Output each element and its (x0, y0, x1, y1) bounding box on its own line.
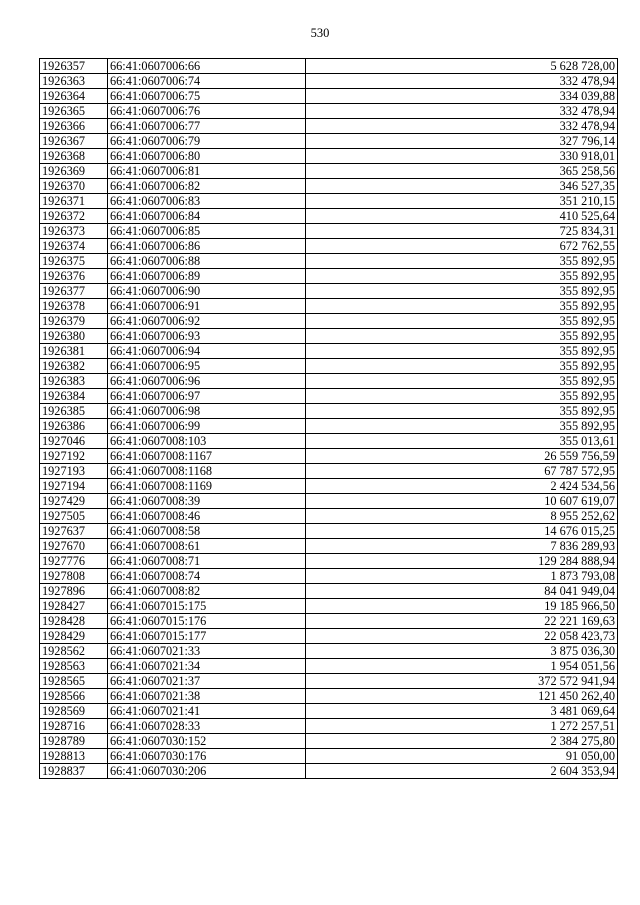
row-number-cell: 1928562 (40, 644, 108, 659)
cadastral-number-cell: 66:41:0607006:74 (108, 74, 306, 89)
row-number-cell: 1926373 (40, 224, 108, 239)
row-number-cell: 1926357 (40, 59, 108, 74)
table-body (40, 59, 618, 779)
value-cell: 355 013,61 (306, 434, 618, 449)
row-number-cell: 1926379 (40, 314, 108, 329)
table-row (40, 584, 618, 599)
row-number-cell: 1928813 (40, 749, 108, 764)
value-cell: 725 834,31 (306, 224, 618, 239)
table-row (40, 179, 618, 194)
row-number-cell: 1927776 (40, 554, 108, 569)
table-row (40, 89, 618, 104)
table-row (40, 629, 618, 644)
row-number-cell: 1926382 (40, 359, 108, 374)
table-row (40, 389, 618, 404)
table-row (40, 719, 618, 734)
cadastral-number-cell: 66:41:0607006:79 (108, 134, 306, 149)
table-row (40, 539, 618, 554)
cadastral-number-cell: 66:41:0607021:38 (108, 689, 306, 704)
table-row (40, 224, 618, 239)
table-row (40, 749, 618, 764)
row-number-cell: 1926375 (40, 254, 108, 269)
value-cell: 2 424 534,56 (306, 479, 618, 494)
cadastral-number-cell: 66:41:0607008:1167 (108, 449, 306, 464)
value-cell: 5 628 728,00 (306, 59, 618, 74)
value-cell: 355 892,95 (306, 284, 618, 299)
row-number-cell: 1926371 (40, 194, 108, 209)
value-cell: 26 559 756,59 (306, 449, 618, 464)
row-number-cell: 1926367 (40, 134, 108, 149)
value-cell: 372 572 941,94 (306, 674, 618, 689)
cadastral-number-cell: 66:41:0607008:1168 (108, 464, 306, 479)
row-number-cell: 1926370 (40, 179, 108, 194)
table-row (40, 314, 618, 329)
table-row (40, 74, 618, 89)
row-number-cell: 1927192 (40, 449, 108, 464)
value-cell: 332 478,94 (306, 74, 618, 89)
cadastral-number-cell: 66:41:0607006:82 (108, 179, 306, 194)
table-row (40, 419, 618, 434)
cadastral-number-cell: 66:41:0607006:75 (108, 89, 306, 104)
table-row (40, 299, 618, 314)
cadastral-number-cell: 66:41:0607015:177 (108, 629, 306, 644)
value-cell: 334 039,88 (306, 89, 618, 104)
value-cell: 8 955 252,62 (306, 509, 618, 524)
value-cell: 672 762,55 (306, 239, 618, 254)
cadastral-number-cell: 66:41:0607006:66 (108, 59, 306, 74)
row-number-cell: 1928569 (40, 704, 108, 719)
row-number-cell: 1928427 (40, 599, 108, 614)
cadastral-number-cell: 66:41:0607015:176 (108, 614, 306, 629)
cadastral-number-cell: 66:41:0607006:97 (108, 389, 306, 404)
cadastral-number-cell: 66:41:0607006:93 (108, 329, 306, 344)
table-row (40, 269, 618, 284)
table-row (40, 644, 618, 659)
row-number-cell: 1928565 (40, 674, 108, 689)
cadastral-number-cell: 66:41:0607006:90 (108, 284, 306, 299)
row-number-cell: 1928789 (40, 734, 108, 749)
cadastral-number-cell: 66:41:0607006:94 (108, 344, 306, 359)
row-number-cell: 1926374 (40, 239, 108, 254)
value-cell: 355 892,95 (306, 359, 618, 374)
table-row (40, 284, 618, 299)
cadastral-number-cell: 66:41:0607006:92 (108, 314, 306, 329)
table-row (40, 374, 618, 389)
value-cell: 14 676 015,25 (306, 524, 618, 539)
value-cell: 22 058 423,73 (306, 629, 618, 644)
value-cell: 332 478,94 (306, 104, 618, 119)
cadastral-number-cell: 66:41:0607021:33 (108, 644, 306, 659)
value-cell: 355 892,95 (306, 269, 618, 284)
row-number-cell: 1926386 (40, 419, 108, 434)
value-cell: 19 185 966,50 (306, 599, 618, 614)
value-cell: 355 892,95 (306, 299, 618, 314)
table-row (40, 194, 618, 209)
row-number-cell: 1926377 (40, 284, 108, 299)
value-cell: 3 875 036,30 (306, 644, 618, 659)
value-cell: 67 787 572,95 (306, 464, 618, 479)
row-number-cell: 1926364 (40, 89, 108, 104)
table-row (40, 254, 618, 269)
value-cell: 1 873 793,08 (306, 569, 618, 584)
row-number-cell: 1927896 (40, 584, 108, 599)
row-number-cell: 1926384 (40, 389, 108, 404)
row-number-cell: 1926365 (40, 104, 108, 119)
cadastral-number-cell: 66:41:0607006:77 (108, 119, 306, 134)
value-cell: 3 481 069,64 (306, 704, 618, 719)
cadastral-number-cell: 66:41:0607006:91 (108, 299, 306, 314)
table-row (40, 359, 618, 374)
table-row (40, 209, 618, 224)
table-row (40, 344, 618, 359)
cadastral-number-cell: 66:41:0607030:206 (108, 764, 306, 779)
table-row (40, 449, 618, 464)
cadastral-number-cell: 66:41:0607030:152 (108, 734, 306, 749)
value-cell: 351 210,15 (306, 194, 618, 209)
value-cell: 22 221 169,63 (306, 614, 618, 629)
row-number-cell: 1928837 (40, 764, 108, 779)
table-row (40, 689, 618, 704)
table-row (40, 569, 618, 584)
value-cell: 355 892,95 (306, 314, 618, 329)
row-number-cell: 1928563 (40, 659, 108, 674)
cadastral-number-cell: 66:41:0607030:176 (108, 749, 306, 764)
cadastral-number-cell: 66:41:0607006:76 (108, 104, 306, 119)
value-cell: 355 892,95 (306, 254, 618, 269)
value-cell: 355 892,95 (306, 374, 618, 389)
row-number-cell: 1928566 (40, 689, 108, 704)
cadastral-number-cell: 66:41:0607008:74 (108, 569, 306, 584)
table-row (40, 599, 618, 614)
cadastral-number-cell: 66:41:0607006:99 (108, 419, 306, 434)
cadastral-number-cell: 66:41:0607006:96 (108, 374, 306, 389)
table-row (40, 134, 618, 149)
cadastral-number-cell: 66:41:0607008:103 (108, 434, 306, 449)
cadastral-number-cell: 66:41:0607006:85 (108, 224, 306, 239)
table-row (40, 119, 618, 134)
value-cell: 355 892,95 (306, 419, 618, 434)
cadastral-number-cell: 66:41:0607021:34 (108, 659, 306, 674)
cadastral-number-cell: 66:41:0607015:175 (108, 599, 306, 614)
row-number-cell: 1928429 (40, 629, 108, 644)
value-cell: 1 954 051,56 (306, 659, 618, 674)
table-row (40, 239, 618, 254)
cadastral-number-cell: 66:41:0607008:61 (108, 539, 306, 554)
cadastral-number-cell: 66:41:0607008:1169 (108, 479, 306, 494)
row-number-cell: 1926381 (40, 344, 108, 359)
value-cell: 129 284 888,94 (306, 554, 618, 569)
cadastral-number-cell: 66:41:0607006:88 (108, 254, 306, 269)
cadastral-number-cell: 66:41:0607006:81 (108, 164, 306, 179)
cadastral-number-cell: 66:41:0607021:37 (108, 674, 306, 689)
value-cell: 332 478,94 (306, 119, 618, 134)
page-number: 530 (310, 26, 330, 40)
table-row (40, 329, 618, 344)
row-number-cell: 1928716 (40, 719, 108, 734)
value-cell: 355 892,95 (306, 344, 618, 359)
row-number-cell: 1926385 (40, 404, 108, 419)
cadastral-number-cell: 66:41:0607008:71 (108, 554, 306, 569)
value-cell: 121 450 262,40 (306, 689, 618, 704)
cadastral-number-cell: 66:41:0607006:95 (108, 359, 306, 374)
table-row (40, 494, 618, 509)
table-row (40, 104, 618, 119)
value-cell: 355 892,95 (306, 329, 618, 344)
cadastral-number-cell: 66:41:0607028:33 (108, 719, 306, 734)
cadastral-number-cell: 66:41:0607006:84 (108, 209, 306, 224)
row-number-cell: 1926363 (40, 74, 108, 89)
row-number-cell: 1927808 (40, 569, 108, 584)
table-row (40, 734, 618, 749)
table-row (40, 404, 618, 419)
value-cell: 410 525,64 (306, 209, 618, 224)
cadastral-number-cell: 66:41:0607006:98 (108, 404, 306, 419)
cadastral-number-cell: 66:41:0607006:89 (108, 269, 306, 284)
cadastral-number-cell: 66:41:0607008:58 (108, 524, 306, 539)
row-number-cell: 1926383 (40, 374, 108, 389)
cadastral-number-cell: 66:41:0607006:86 (108, 239, 306, 254)
table-row (40, 164, 618, 179)
value-cell: 1 272 257,51 (306, 719, 618, 734)
row-number-cell: 1926378 (40, 299, 108, 314)
value-cell: 365 258,56 (306, 164, 618, 179)
table-row (40, 704, 618, 719)
table-row (40, 59, 618, 74)
cadastral-value-table (39, 58, 618, 779)
cadastral-number-cell: 66:41:0607021:41 (108, 704, 306, 719)
row-number-cell: 1927429 (40, 494, 108, 509)
value-cell: 327 796,14 (306, 134, 618, 149)
value-cell: 346 527,35 (306, 179, 618, 194)
row-number-cell: 1926368 (40, 149, 108, 164)
table-row (40, 674, 618, 689)
value-cell: 7 836 289,93 (306, 539, 618, 554)
value-cell: 10 607 619,07 (306, 494, 618, 509)
table-row (40, 659, 618, 674)
table-row (40, 554, 618, 569)
table-row (40, 434, 618, 449)
row-number-cell: 1926366 (40, 119, 108, 134)
value-cell: 84 041 949,04 (306, 584, 618, 599)
row-number-cell: 1927194 (40, 479, 108, 494)
row-number-cell: 1926380 (40, 329, 108, 344)
table-row (40, 464, 618, 479)
cadastral-number-cell: 66:41:0607008:82 (108, 584, 306, 599)
row-number-cell: 1926376 (40, 269, 108, 284)
row-number-cell: 1927505 (40, 509, 108, 524)
table-row (40, 614, 618, 629)
table-row (40, 764, 618, 779)
row-number-cell: 1927637 (40, 524, 108, 539)
cadastral-number-cell: 66:41:0607008:46 (108, 509, 306, 524)
value-cell: 2 604 353,94 (306, 764, 618, 779)
row-number-cell: 1927670 (40, 539, 108, 554)
row-number-cell: 1926372 (40, 209, 108, 224)
table-row (40, 509, 618, 524)
value-cell: 91 050,00 (306, 749, 618, 764)
row-number-cell: 1927193 (40, 464, 108, 479)
table-row (40, 524, 618, 539)
value-cell: 330 918,01 (306, 149, 618, 164)
table-row (40, 479, 618, 494)
value-cell: 2 384 275,80 (306, 734, 618, 749)
cadastral-number-cell: 66:41:0607006:83 (108, 194, 306, 209)
cadastral-number-cell: 66:41:0607006:80 (108, 149, 306, 164)
row-number-cell: 1927046 (40, 434, 108, 449)
row-number-cell: 1926369 (40, 164, 108, 179)
cadastral-number-cell: 66:41:0607008:39 (108, 494, 306, 509)
table-row (40, 149, 618, 164)
row-number-cell: 1928428 (40, 614, 108, 629)
value-cell: 355 892,95 (306, 404, 618, 419)
value-cell: 355 892,95 (306, 389, 618, 404)
